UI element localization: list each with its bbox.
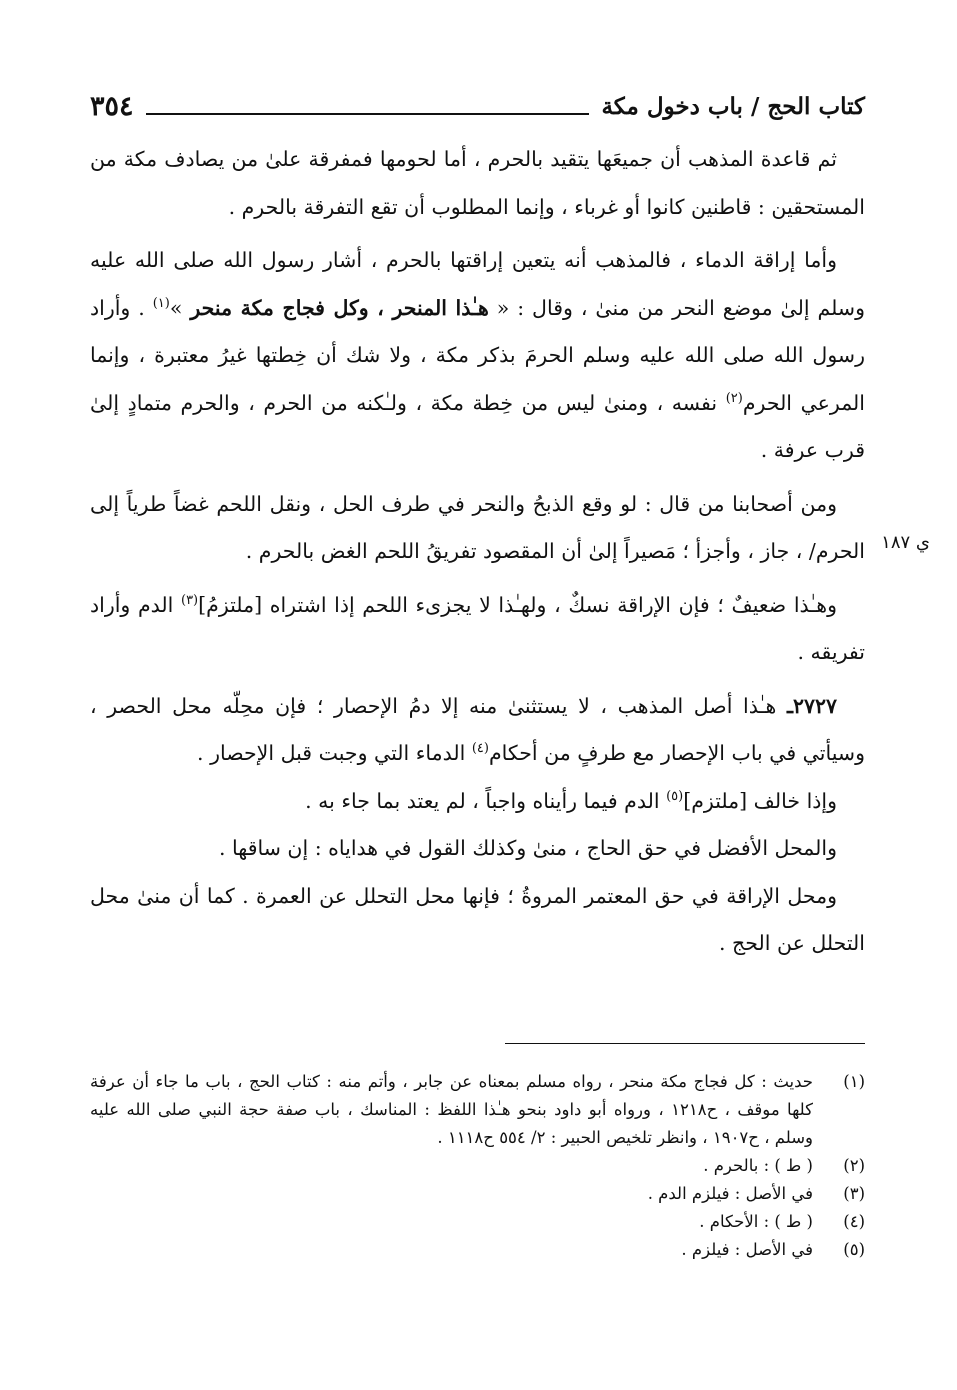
footnote-text: ( ط ) : الأحكام . [699, 1212, 813, 1231]
header-rule [146, 113, 590, 115]
paragraph-4-text-a: وهـٰذا ضعيفٌ ؛ فإن الإراقة نسكٌ ، ولهـٰذا لا يجزىء اللحم إذا اشتراه [ملتزمُ] [198, 592, 838, 617]
page-header [90, 78, 865, 124]
footnote-ref-3: (٣) [180, 592, 199, 608]
page-number: ٣٥٤ [90, 91, 134, 122]
running-title: كتاب الحج / باب دخول مكة [601, 93, 865, 120]
margin-note: ي ١٨٧ [881, 532, 930, 553]
footnote-number: (٢) [843, 1156, 865, 1175]
footnote-number: (٣) [843, 1184, 865, 1203]
paragraph-7: والمحل الأفضل في حق الحاج ، منىٰ وكذلك القول في هداياه : إن ساقها . [218, 836, 837, 860]
paragraph-5 [90, 683, 865, 778]
footnote-text: حديث : كل فجاج مكة منحر ، رواه مسلم بمعناه عن جابر ، وأتم منه : كتاب الحج ، باب ما جاء أن عرفة كلها موقف ، ح١٢١٨ ، ورواه أبو داود بنحو هـٰذا اللفظ : المناسك ، باب صفة حجة النبي صلى الله عليه وسلم ، ح١٩٠٧ ، وانظر تلخيص الحبير : ٢/ ٥٥٤ ح١١١٨ . [90, 1072, 813, 1147]
paragraph-5-text-a: هـٰذا أصل المذهب ، لا يستثنىٰ منه إلا دمُ الإحصار ؛ فإن محِلّه محل الحصر ، وسيأتي في باب الإحصار مع طرفٍ من أحكام [90, 693, 865, 765]
footnote-text: في الأصل : فيلزم . [681, 1240, 813, 1259]
paragraph-4-text-b: الدم وأراد تفريقه . [90, 592, 865, 664]
footnote-ref-5: (٥) [666, 788, 684, 804]
footnote-text: ( ط ) : بالحرم . [703, 1156, 813, 1175]
footnote-item [90, 1068, 865, 1152]
paragraph-1: ثم قاعدة المذهب أن جميعَها يتقيد بالحرم ، أما لحومها فمفرقة علىٰ من يصادف مكة من المستحقين : قاطنين كانوا أو غرباء ، وإنما المطلوب أن تقع التفرقة بالحرم . [90, 147, 865, 219]
footnote-separator [505, 1043, 865, 1044]
paragraph-2-text-d: نفسه ، ومنىٰ ليس من خِطة مكة ، ولـٰكنه من الحرم ، والحرم متمادٍ إلىٰ قرب عرفة . [90, 390, 865, 462]
footnote-number: (٤) [843, 1212, 865, 1231]
paragraph-4 [90, 582, 865, 677]
paragraph-6-text-a: وإذا خالف [ملتزم] [683, 788, 837, 813]
footnote-item [90, 1208, 865, 1236]
footnote-number: (٥) [843, 1240, 865, 1259]
footnotes [90, 1068, 865, 1264]
hadith-quote: هـٰذا المنحر ، وكل فجاج مكة منحر [190, 295, 489, 320]
footnote-number: (١) [843, 1072, 865, 1091]
main-text [90, 136, 865, 968]
footnote-ref-4: (٤) [471, 741, 489, 757]
footnote-item [90, 1180, 865, 1208]
paragraph-2-text-a: وأما إراقة الدماء ، فالمذهب أنه يتعين إراقتها بالحرم ، أشار رسول الله صلى الله عليه وسلم إلىٰ موضع النحر من منىٰ ، وقال : « [90, 248, 865, 320]
paragraph-6 [90, 778, 865, 826]
paragraph-6-text-b: الدم فيما رأيناه واجباً ، لم يعتد بما جاء به . [305, 788, 667, 813]
footnote-ref-1: (١) [152, 295, 170, 311]
footnote-item [90, 1152, 865, 1180]
paragraph-2 [90, 237, 865, 475]
paragraph-8: ومحل الإراقة في حق المعتمر المروةُ ؛ فإنها محل التحلل عن العمرة . كما أن منىٰ محل التحلل عن الحج . [90, 883, 865, 955]
footnote-text: في الأصل : فيلزم الدم . [647, 1184, 813, 1203]
footnote-item [90, 1236, 865, 1264]
paragraph-2-text-b: » [169, 295, 191, 320]
section-number: ٢٧٢٧ـ [786, 693, 837, 718]
footnote-ref-2: (٢) [725, 390, 743, 406]
paragraph-2-text-c: . وأراد رسول الله صلى الله عليه وسلم الحرمَ بذكر مكة ، ولا شك أن خِطتها غيرُ معتبرة ، وإنما المرعي الحرم [90, 295, 865, 415]
paragraph-3: ومن أصحابنا من قال : لو وقع الذبحُ والنحر في طرف الحل ، ونقل اللحم غضاً طرياً إلى الحرم/ ، جاز ، وأجزأ ؛ مَصيراً إلىٰ أن المقصود تفريقُ اللحم الغض بالحرم . [90, 491, 865, 563]
paragraph-5-text-b: الدماء التي وجبت قبل الإحصار . [197, 741, 472, 765]
